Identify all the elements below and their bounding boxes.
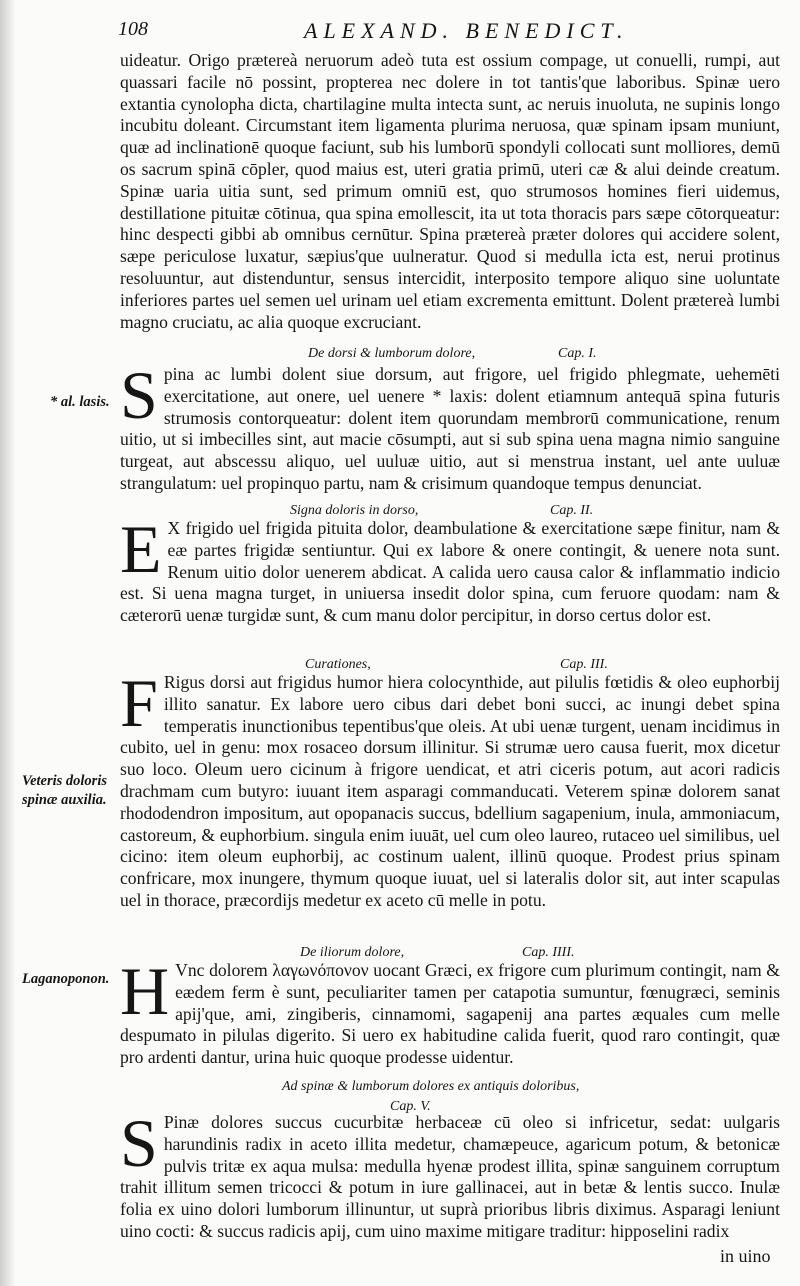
drop-initial: F <box>120 665 158 741</box>
chapter-text-4 <box>120 953 780 1080</box>
chapter-text-3 <box>120 665 780 942</box>
chapter-number: Cap. III. <box>560 657 608 672</box>
chapter-title: De dorsi & lumborum dolore, <box>308 346 476 361</box>
margin-note: * al. lasis. <box>50 394 110 410</box>
running-title: ALEXAND. BENEDICT. <box>304 18 629 43</box>
chapter-body: Pinæ dolores succus cucurbitæ herbaceæ cū oleo si infricetur, sedat: uulgaris harundinis radix in aceto illita medetur, chamæpeuce, agaricum potum, & betonicæ pulvis tritæ ex aqua mulsa: medulla hyenæ prodest illita, spinæ sanguinem corruptum trahit illitum semen tricocci & potum in iure gallinacei, aut in betæ & lentis succo. Inulæ folia ex uino dolori lumborum illinuntur, ut suprà prioribus libris diximus. Asparagi leniunt uino cocti: & succus radicis apij, cum uino maxime mitigare traditur: hipposelini radix <box>120 1112 780 1241</box>
margin-note: Laganoponon. <box>22 971 110 987</box>
chapter-number: Cap. V. <box>390 1099 431 1114</box>
chapter-body: pina ac lumbi dolent siue dorsum, aut frigore, uel frigido phlegmate, uehemēti exercitatione, aut onere, uel uenere * laxis: dolent etiamnum antequā spina futuris strumosis contorqueatur: dolent item quorundam membrorū communicatione, renum uitio, ut si imbecilles sint, aut macie cōsumpti, aut si sub spina uena magna nimio sanguine turgeat, aut abscessu aliquo, uel uuluæ uitio, aut si menstrua instant, uel ante uuluæ strangulatum: uel propinquo partu, nam & crisimum quandoque tempus denunciat. <box>120 364 780 493</box>
page-gutter-shadow <box>0 0 16 1286</box>
intro-paragraph: uideatur. Origo prætereà neruorum adeò tuta est ossium compage, ut conuelli, rumpi, aut quassari facile nō possint, propterea nec dolere in tot tantis'que laboribus. Spinæ uero extantia cynolopha dicta, chartilagine multa intecta sunt, ac neruis inuoluta, ne supinis longo incubitu doleant. Circumstant item ligamenta plurima neruosa, quæ spinam ipsam muniunt, quæ ad inclinationē quoque faciunt, sub his lumborū spondyli collocati sunt molliores, demū os sacrum spinā cōpler, quod maius est, uteri gratia primū, uteri cæ & alui deinde creatum. Spinæ uaria uitia sunt, sed primum omniū est, quo strumosos homines fieri uidemus, destillatione pituitæ cōtinua, qua spina emollescit, ita ut tota thoracis pars sæpe cōtorqueatur: hinc despecti gibbi ab omnibus cernūtur. Spina prætereà præter dolores qui accidere solent, sæpe periculose luxatur, sæpius'que uulneratur. Quod si medulla icta est, nerui protinus resoluuntur, aut distenduntur, sensus intercidit, interposito tempore aliquo sine uoluntate inferiores partes uel semen uel urinam uel etiam excrementa emittunt. Dolent prætereà lumbi magno cruciatu, ac alia quoque excruciant. <box>120 50 780 332</box>
margin-note: Veteris doloris spinæ auxilia. <box>22 773 107 808</box>
chapter-body: Rigus dorsi aut frigidus humor hiera colocynthide, aut pilulis fœtidis & oleo euphorbij illito sanatur. Ex labore uero cibus dari debet boni succi, ac inungi debet spina temperatis inunctionibus tepentibus'que oleis. At ubi uenæ turgent, uenam incidimus in cubito, uel in genu: mox rosaceo dorsum illinitur. Si strumæ uero causa fuerit, mox dicetur suo loco. Oleum uero cicinum à frigore uendicat, et atri ciceris potum, aut acori radicis drachmam cum butyro: iuuant item asparagi commanducati. Veterem spinæ dolorem sanat rhododendron impositum, aut opopanacis succus, bdellium sagapenium, inula, ammoniacum, castoreum, & euphorbium. singula enim iuuāt, uel cum oleo laureo, rutaceo uel similibus, uel cicino: item oleum euphorbij, ac costinum ualent, illinū quoque. Prodest prius spinam confricare, mox inungere, thymum quoque iuuat, uel si lateralis dolor sit, aut inter scapulas uel in thorace, præcordijs medetur ex aceto cū melle in potu. <box>120 672 780 910</box>
chapter-title: Ad spinæ & lumborum dolores ex antiquis doloribus, <box>282 1079 580 1094</box>
chapter-heading-5 <box>282 1078 580 1114</box>
chapter-number: Cap. IIII. <box>522 945 575 960</box>
page-number: 108 <box>118 18 148 40</box>
chapter-heading-1 <box>308 345 597 363</box>
running-header <box>108 18 788 48</box>
chapter-body: X frigido uel frigida pituita dolor, deambulatione & exercitatione sæpe finitur, nam & eæ partes frigidæ sentiuntur. Qui ex labore & onere contingit, & uenere nota sunt. Renum uitio dolor uenerem abdicat. A calida uero causa calor & inflammatio indicio est. Si uena magna turget, in uniuersa insedit dolor spina, cum feruore quodam: nam & cæterorū uenæ turgidæ sunt, & cum manu dolor percipitur, in dorso certus dolor est. <box>120 518 780 626</box>
chapter-title: Signa doloris in dorso, <box>290 503 419 518</box>
chapter-body: Vnc dolorem λαγωνόπονον uocant Græci, ex frigore cum plurimum contingit, nam & eædem ferm è sunt, peculiariter tamen per catapotia sumuntur, fœnugræci, seminis apij'que, ami, zingiberis, cinnamomi, sagapenij ana partes æquales cum melle despumato in pilulas digerito. Si uero ex habitudine calida fuerit, quod raro contingit, quæ pro ardenti dantur, urina huic quoque prodesse uidentur. <box>120 960 780 1068</box>
chapter-text-1 <box>120 357 780 493</box>
drop-initial: H <box>120 953 170 1029</box>
chapter-number: Cap. II. <box>550 503 594 518</box>
drop-initial: E <box>120 511 162 587</box>
chapter-title: Curationes, <box>305 657 371 672</box>
chapter-text-2 <box>120 511 780 652</box>
catchword: in uino <box>720 1246 771 1266</box>
drop-initial: S <box>120 1105 158 1181</box>
chapter-number: Cap. I. <box>558 346 597 361</box>
chapter-title: De iliorum dolore, <box>300 945 405 960</box>
drop-initial: S <box>120 357 158 433</box>
